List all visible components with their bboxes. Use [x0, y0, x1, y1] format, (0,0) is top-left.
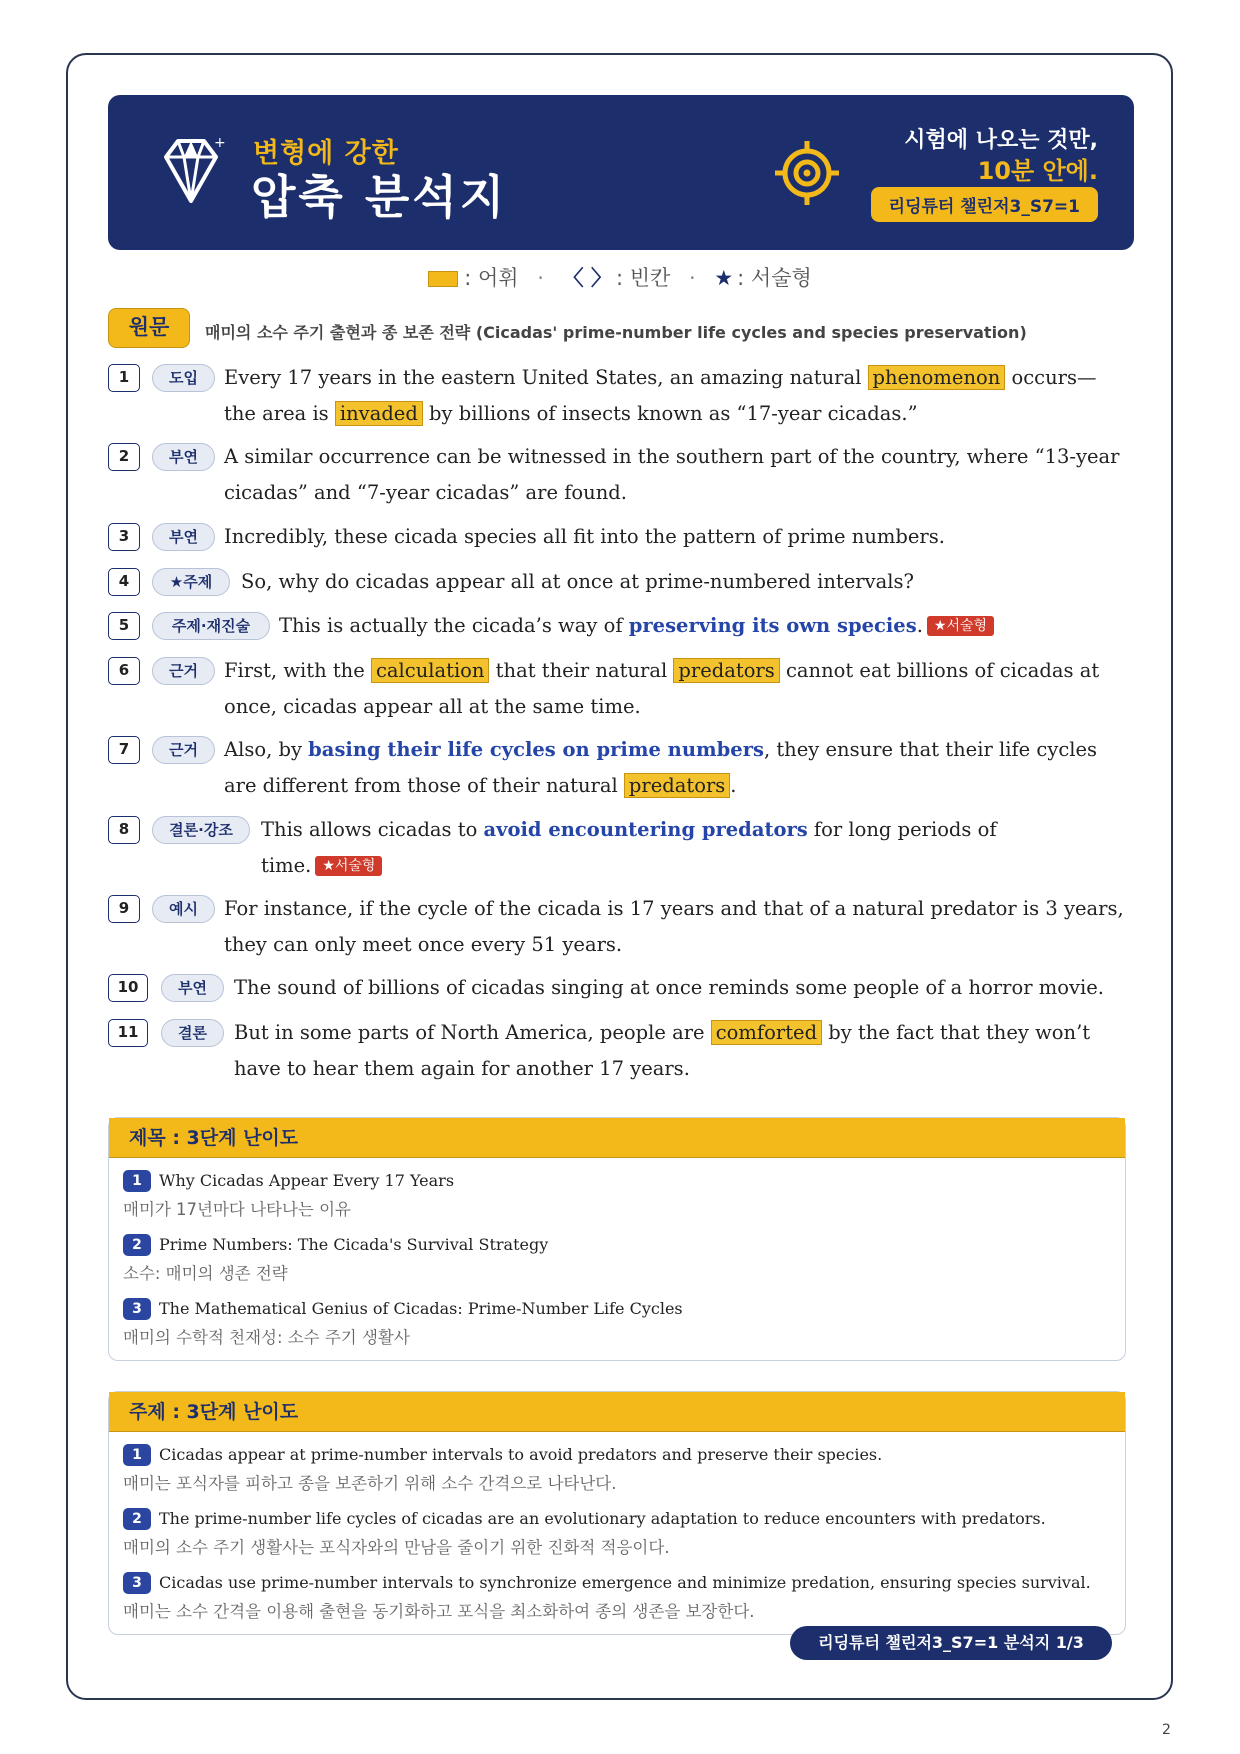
sentence-text: So, why do cicadas appear all at once at prime-numbered intervals?: [241, 570, 914, 593]
vocab-highlight: predators: [673, 658, 779, 683]
header-badge: 리딩튜터 챌린저3_S7=1: [871, 187, 1098, 222]
sentence-number: 6: [108, 657, 140, 685]
sentence-text: The sound of billions of cicadas singing at once reminds some people of a horror movie.: [234, 976, 1104, 999]
key-phrase: avoid encountering predators: [483, 818, 808, 841]
sentence-tag: 결론·강조: [152, 816, 250, 844]
target-icon: [773, 139, 841, 207]
sentence-tag: 주제·재진술: [152, 612, 270, 640]
page-number: 2: [1162, 1722, 1171, 1738]
sentence-text: For instance, if the cycle of the cicada is 17 years and that of a natural predator is 3 years, they can only meet once every 51 years.: [224, 897, 1124, 956]
sentence-number: 10: [108, 974, 148, 1002]
svg-text:+: +: [214, 135, 226, 151]
vocab-highlight: invaded: [335, 401, 423, 426]
essay-badge: ★서술형: [927, 616, 994, 636]
footer-label: 리딩튜터 챌린저3_S7=1 분석지 1/3: [790, 1626, 1112, 1660]
sentence-number: 3: [108, 523, 140, 551]
legend: : 어휘 · 〈 〉 : 빈칸 · ★ : 서술형: [0, 262, 1240, 292]
vocab-highlight: comforted: [711, 1020, 822, 1045]
sentence-number: 1: [108, 364, 140, 392]
header-tagline-2: 10분 안에.: [977, 157, 1098, 185]
theme-option-1: 1 Cicadas appear at prime-number intervals to avoid predators and preserve their species. 매미는 포식자를 피하고 종을 보존하기 위해 소수 간격으로 나타난다.: [123, 1445, 883, 1493]
vocab-swatch: [428, 271, 458, 287]
sentence-text: Every 17 years in the eastern United States, an amazing natural phenomenon occurs—the area is invaded by billions of insects known as “17-year cicadas.”: [224, 366, 1097, 425]
sentence-number: 11: [108, 1019, 148, 1047]
header-title: 압축 분석지: [251, 170, 508, 224]
legend-blank-symbol: 〈 〉: [562, 266, 612, 290]
titles-box: [108, 1117, 1126, 1361]
original-badge: 원문: [108, 308, 190, 348]
theme-option-3: 3 Cicadas use prime-number intervals to synchronize emergence and minimize predation, ensuring species survival. 매미는 소수 간격을 이용해 출현을 동기화하고 포식을 최소화하여 종의 생존을 보장한다.: [123, 1573, 1091, 1621]
sentence-tag: 부연: [161, 974, 224, 1002]
sentence-tag: 결론: [161, 1019, 224, 1047]
sentence-tag: 도입: [152, 364, 215, 392]
key-phrase: basing their life cycles on prime numbers: [308, 738, 764, 761]
sentence-number: 7: [108, 736, 140, 764]
sentence-text: Also, by basing their life cycles on prime numbers, they ensure that their life cycles are different from those of their natural predators .: [224, 738, 1098, 797]
sentence-text: First, with the calculation that their natural predators cannot eat billions of cicadas at once, cicadas appear all at the same time.: [224, 659, 1100, 718]
sentence-tag: 예시: [152, 895, 215, 923]
vocab-highlight: calculation: [371, 658, 490, 683]
title-option-3: 3 The Mathematical Genius of Cicadas: Prime-Number Life Cycles 매미의 수학적 천재성: 소수 주기 생활사: [123, 1299, 683, 1347]
theme-heading: 주제 : 3단계 난이도: [109, 1392, 1125, 1432]
original-header: [108, 308, 1134, 350]
sentence-tag: ★주제: [152, 568, 230, 596]
sentence-tag: 부연: [152, 443, 215, 471]
sentence-text: Incredibly, these cicada species all fit into the pattern of prime numbers.: [224, 525, 945, 548]
sentence-tag: 부연: [152, 523, 215, 551]
theme-option-2: 2 The prime-number life cycles of cicadas are an evolutionary adaptation to reduce encounters with predators. 매미의 소수 주기 생활사는 포식자와의 만남을 줄이기 위한 진화적 적응이다.: [123, 1509, 1046, 1557]
star-icon: ★: [714, 266, 734, 290]
sentence-text: A similar occurrence can be witnessed in the southern part of the country, where “13-year cicadas” and “7-year cicadas” are found.: [224, 445, 1120, 504]
legend-essay: : 서술형: [737, 266, 812, 290]
sentence-number: 9: [108, 895, 140, 923]
sentence-number: 2: [108, 443, 140, 471]
header-tagline-1: 시험에 나오는 것만,: [904, 128, 1098, 153]
sentence-number: 8: [108, 816, 140, 844]
original-title: 매미의 소수 주기 출현과 종 보존 전략 (Cicadas' prime-number life cycles and species preservation): [205, 323, 1027, 342]
sentence-text: This allows cicadas to avoid encountering predators for long periods of time. ★서술형: [261, 818, 997, 877]
sentence-text: But in some parts of North America, people are comforted by the fact that they won’t have to hear them again for another 17 years.: [234, 1021, 1091, 1080]
legend-vocab: : 어휘: [464, 266, 519, 290]
title-option-1: 1 Why Cicadas Appear Every 17 Years 매미가 17년마다 나타나는 이유: [123, 1171, 455, 1219]
header-subtitle: 변형에 강한: [253, 138, 399, 169]
vocab-highlight: phenomenon: [868, 365, 1006, 390]
sentence-tag: 근거: [152, 736, 215, 764]
sentence-text: This is actually the cicada’s way of preserving its own species. ★서술형: [279, 608, 1139, 644]
sentence-number: 4: [108, 568, 140, 596]
titles-heading: 제목 : 3단계 난이도: [109, 1118, 1125, 1158]
sentence-tag: 근거: [152, 657, 215, 685]
legend-blank: : 빈칸: [615, 266, 671, 290]
essay-badge: ★서술형: [315, 856, 382, 876]
theme-box: [108, 1391, 1126, 1635]
vocab-highlight: predators: [624, 773, 730, 798]
diamond-icon: [158, 135, 224, 205]
sentence-number: 5: [108, 612, 140, 640]
title-option-2: 2 Prime Numbers: The Cicada's Survival Strategy 소수: 매미의 생존 전략: [123, 1235, 549, 1283]
key-phrase: preserving its own species: [628, 614, 917, 637]
header-banner: [108, 95, 1134, 250]
